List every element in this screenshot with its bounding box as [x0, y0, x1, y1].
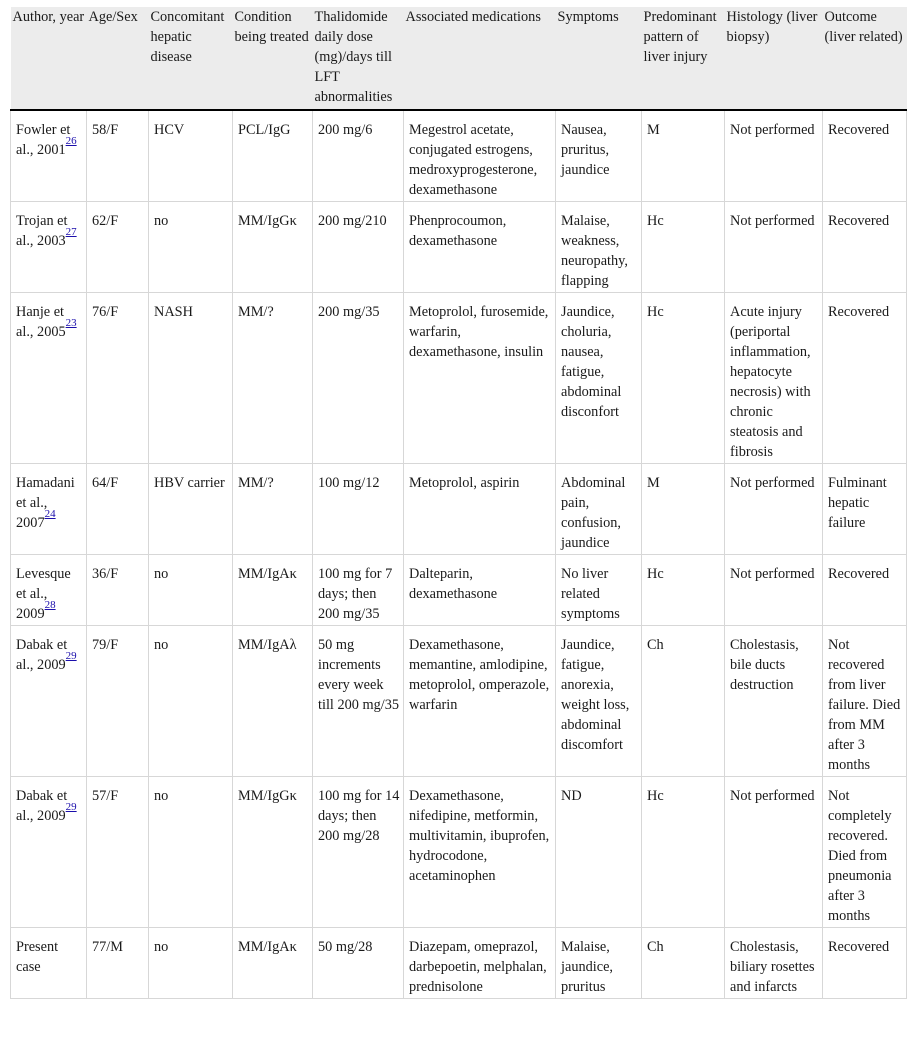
cell-hepatic-disease-text: no [154, 566, 169, 582]
cell-dose-text: 200 mg/6 [318, 122, 373, 138]
header-hepatic-disease: Concomitant hepatic disease [149, 7, 233, 110]
cell-medications [404, 777, 556, 928]
cell-dose [313, 293, 404, 464]
cell-dose [313, 202, 404, 293]
cell-pattern-text: M [647, 122, 660, 138]
cell-hepatic-disease-text: no [154, 939, 169, 955]
cell-symptoms-text: Jaundice, fatigue, anorexia, weight loss, abdominal discomfort [561, 637, 630, 753]
cell-outcome-text: Not completely recovered. Died from pneumonia after 3 months [828, 788, 892, 924]
cell-hepatic-disease-text: NASH [154, 304, 193, 320]
cell-author-text: Levesque et al., 2009 [16, 566, 71, 622]
cell-symptoms-text: Malaise, weakness, neuropathy, flapping [561, 213, 628, 289]
cell-outcome [823, 626, 907, 777]
cell-dose-text: 100 mg for 7 days; then 200 mg/35 [318, 566, 393, 622]
cell-author-text: Present case [16, 939, 59, 975]
cell-pattern-text: M [647, 475, 660, 491]
cell-symptoms-text: ND [561, 788, 582, 804]
cell-age-sex [87, 110, 149, 202]
cell-pattern [642, 293, 725, 464]
cell-pattern [642, 202, 725, 293]
cell-symptoms [556, 626, 642, 777]
cell-author [11, 555, 87, 626]
reference-link[interactable]: 29 [65, 801, 77, 814]
reference-link[interactable]: 27 [65, 226, 77, 239]
cell-histology-text: Cholestasis, bile ducts destruction [730, 637, 799, 693]
cell-author [11, 464, 87, 555]
cell-condition-text: MM/IgAκ [238, 939, 297, 955]
cell-histology [725, 202, 823, 293]
cell-hepatic-disease [149, 928, 233, 999]
cell-hepatic-disease [149, 626, 233, 777]
reference-superscript [45, 601, 56, 615]
cell-medications-text: Metoprolol, aspirin [409, 475, 520, 491]
cell-medications-text: Dalteparin, dexamethasone [409, 566, 498, 602]
cell-histology-text: Not performed [730, 788, 815, 804]
cell-hepatic-disease-text: no [154, 213, 169, 229]
cell-dose [313, 555, 404, 626]
cell-age-sex-text: 57/F [92, 788, 119, 804]
cell-medications [404, 555, 556, 626]
cell-hepatic-disease-text: no [154, 637, 169, 653]
cell-outcome-text: Not recovered from liver failure. Died from MM after 3 months [828, 637, 901, 773]
cell-dose-text: 50 mg increments every week till 200 mg/35 [318, 637, 400, 713]
cell-condition [233, 555, 313, 626]
reference-link[interactable]: 23 [65, 317, 77, 330]
cell-histology-text: Not performed [730, 213, 815, 229]
cell-pattern-text: Hc [647, 566, 664, 582]
cell-age-sex [87, 777, 149, 928]
cell-condition [233, 110, 313, 202]
cell-symptoms [556, 293, 642, 464]
cell-outcome [823, 464, 907, 555]
cell-symptoms-text: Nausea, pruritus, jaundice [561, 122, 610, 178]
cell-condition-text: MM/IgGκ [238, 788, 297, 804]
cell-dose [313, 777, 404, 928]
reference-superscript [45, 510, 56, 524]
cell-histology [725, 110, 823, 202]
cell-author [11, 110, 87, 202]
cell-author [11, 293, 87, 464]
cell-medications [404, 293, 556, 464]
table-row [11, 464, 907, 555]
cell-pattern-text: Hc [647, 788, 664, 804]
cell-medications [404, 202, 556, 293]
cell-condition [233, 928, 313, 999]
cell-age-sex [87, 626, 149, 777]
cell-pattern-text: Hc [647, 304, 664, 320]
cell-medications [404, 626, 556, 777]
cell-outcome [823, 777, 907, 928]
thalidomide-hepatotoxicity-table [10, 7, 907, 999]
cell-hepatic-disease [149, 110, 233, 202]
reference-superscript [66, 803, 77, 817]
cell-histology [725, 464, 823, 555]
cell-medications [404, 110, 556, 202]
cell-symptoms-text: Malaise, jaundice, pruritus [561, 939, 614, 995]
cell-outcome-text: Recovered [828, 213, 890, 229]
cell-outcome [823, 110, 907, 202]
cell-histology-text: Not performed [730, 475, 815, 491]
header-outcome: Outcome (liver related) [823, 7, 907, 110]
cell-author-text: Dabak et al., 2009 [16, 788, 68, 824]
cell-symptoms [556, 110, 642, 202]
cell-condition [233, 202, 313, 293]
table-row [11, 928, 907, 999]
reference-link[interactable]: 24 [44, 508, 56, 521]
header-age-sex: Age/Sex [87, 7, 149, 110]
cell-condition [233, 626, 313, 777]
header-medications: Associated medications [404, 7, 556, 110]
cell-hepatic-disease-text: HCV [154, 122, 185, 138]
cell-author [11, 626, 87, 777]
cell-histology-text: Not performed [730, 122, 815, 138]
cell-dose-text: 50 mg/28 [318, 939, 373, 955]
reference-superscript [66, 228, 77, 242]
cell-author [11, 928, 87, 999]
cell-dose-text: 100 mg for 14 days; then 200 mg/28 [318, 788, 400, 844]
cell-symptoms [556, 928, 642, 999]
cell-medications [404, 464, 556, 555]
cell-age-sex-text: 64/F [92, 475, 119, 491]
cell-symptoms-text: Jaundice, choluria, nausea, fatigue, abdominal disconfort [561, 304, 622, 420]
reference-link[interactable]: 28 [44, 599, 56, 612]
cell-author-text: Dabak et al., 2009 [16, 637, 68, 673]
header-symptoms: Symptoms [556, 7, 642, 110]
header-condition: Condition being treated [233, 7, 313, 110]
cell-pattern-text: Ch [647, 939, 664, 955]
header-pattern: Predominant pattern of liver injury [642, 7, 725, 110]
table-row [11, 555, 907, 626]
cell-dose-text: 100 mg/12 [318, 475, 380, 491]
cell-medications-text: Diazepam, omeprazol, darbepoetin, melphalan, prednisolone [409, 939, 547, 995]
cell-dose [313, 626, 404, 777]
cell-age-sex-text: 36/F [92, 566, 119, 582]
cell-hepatic-disease [149, 464, 233, 555]
cell-hepatic-disease [149, 777, 233, 928]
reference-link[interactable]: 26 [65, 135, 77, 148]
cell-hepatic-disease [149, 202, 233, 293]
table-container [10, 7, 906, 999]
cell-hepatic-disease-text: HBV carrier [154, 475, 225, 491]
table-header [11, 7, 907, 110]
cell-dose [313, 110, 404, 202]
reference-superscript [66, 319, 77, 333]
cell-condition [233, 777, 313, 928]
cell-condition-text: MM/? [238, 475, 274, 491]
cell-medications-text: Metoprolol, furosemide, warfarin, dexamethasone, insulin [409, 304, 549, 360]
cell-age-sex-text: 79/F [92, 637, 119, 653]
cell-histology-text: Cholestasis, biliary rosettes and infarcts [730, 939, 815, 995]
cell-age-sex [87, 464, 149, 555]
cell-condition-text: MM/? [238, 304, 274, 320]
reference-superscript [66, 137, 77, 151]
cell-pattern [642, 626, 725, 777]
cell-histology-text: Acute injury (periportal inflammation, hepatocyte necrosis) with chronic steatosis and fibrosis [730, 304, 811, 460]
cell-medications-text: Megestrol acetate, conjugated estrogens, medroxyprogesterone, dexamethasone [409, 122, 538, 198]
cell-symptoms-text: No liver related symptoms [561, 566, 620, 622]
cell-age-sex [87, 202, 149, 293]
cell-condition [233, 464, 313, 555]
cell-outcome-text: Recovered [828, 304, 890, 320]
cell-pattern [642, 777, 725, 928]
cell-condition-text: MM/IgGκ [238, 213, 297, 229]
cell-author-text: Hanje et al., 2005 [16, 304, 66, 340]
cell-age-sex [87, 555, 149, 626]
cell-condition-text: PCL/IgG [238, 122, 291, 138]
cell-medications-text: Dexamethasone, memantine, amlodipine, metoprolol, omperazole, warfarin [409, 637, 550, 713]
cell-histology [725, 555, 823, 626]
table-row [11, 293, 907, 464]
cell-age-sex [87, 293, 149, 464]
cell-outcome-text: Fulminant hepatic failure [828, 475, 887, 531]
cell-author-text: Hamadani et al., 2007 [16, 475, 75, 531]
cell-hepatic-disease [149, 555, 233, 626]
cell-pattern [642, 464, 725, 555]
cell-outcome-text: Recovered [828, 939, 890, 955]
cell-author-text: Fowler et al., 2001 [16, 122, 71, 158]
cell-author [11, 777, 87, 928]
cell-outcome-text: Recovered [828, 566, 890, 582]
cell-age-sex [87, 928, 149, 999]
cell-outcome [823, 202, 907, 293]
cell-age-sex-text: 76/F [92, 304, 119, 320]
cell-medications-text: Phenprocoumon, dexamethasone [409, 213, 507, 249]
cell-histology [725, 293, 823, 464]
cell-histology [725, 777, 823, 928]
table-body [11, 110, 907, 999]
cell-histology [725, 928, 823, 999]
reference-superscript [66, 652, 77, 666]
cell-dose-text: 200 mg/210 [318, 213, 387, 229]
table-row [11, 777, 907, 928]
cell-pattern-text: Hc [647, 213, 664, 229]
cell-symptoms-text: Abdominal pain, confusion, jaundice [561, 475, 626, 551]
header-author-year: Author, year [11, 7, 87, 110]
cell-age-sex-text: 62/F [92, 213, 119, 229]
header-row [11, 7, 907, 110]
cell-hepatic-disease [149, 293, 233, 464]
cell-outcome-text: Recovered [828, 122, 890, 138]
cell-hepatic-disease-text: no [154, 788, 169, 804]
table-row [11, 110, 907, 202]
cell-pattern [642, 555, 725, 626]
cell-dose-text: 200 mg/35 [318, 304, 380, 320]
cell-medications-text: Dexamethasone, nifedipine, metformin, multivitamin, ibuprofen, hydrocodone, acetaminophen [409, 788, 550, 884]
cell-outcome [823, 555, 907, 626]
cell-symptoms [556, 555, 642, 626]
reference-link[interactable]: 29 [65, 650, 77, 663]
cell-histology-text: Not performed [730, 566, 815, 582]
table-row [11, 626, 907, 777]
cell-dose [313, 464, 404, 555]
cell-symptoms [556, 202, 642, 293]
table-row [11, 202, 907, 293]
cell-pattern-text: Ch [647, 637, 664, 653]
header-dose: Thalidomide daily dose (mg)/days till LFT abnormalities [313, 7, 404, 110]
cell-condition [233, 293, 313, 464]
header-histology: Histology (liver biopsy) [725, 7, 823, 110]
cell-condition-text: MM/IgAκ [238, 566, 297, 582]
cell-outcome [823, 928, 907, 999]
cell-symptoms [556, 777, 642, 928]
cell-dose [313, 928, 404, 999]
cell-pattern [642, 928, 725, 999]
cell-age-sex-text: 77/M [92, 939, 123, 955]
cell-age-sex-text: 58/F [92, 122, 119, 138]
cell-medications [404, 928, 556, 999]
cell-condition-text: MM/IgAλ [238, 637, 297, 653]
cell-symptoms [556, 464, 642, 555]
cell-pattern [642, 110, 725, 202]
cell-outcome [823, 293, 907, 464]
cell-histology [725, 626, 823, 777]
cell-author-text: Trojan et al., 2003 [16, 213, 68, 249]
cell-author [11, 202, 87, 293]
